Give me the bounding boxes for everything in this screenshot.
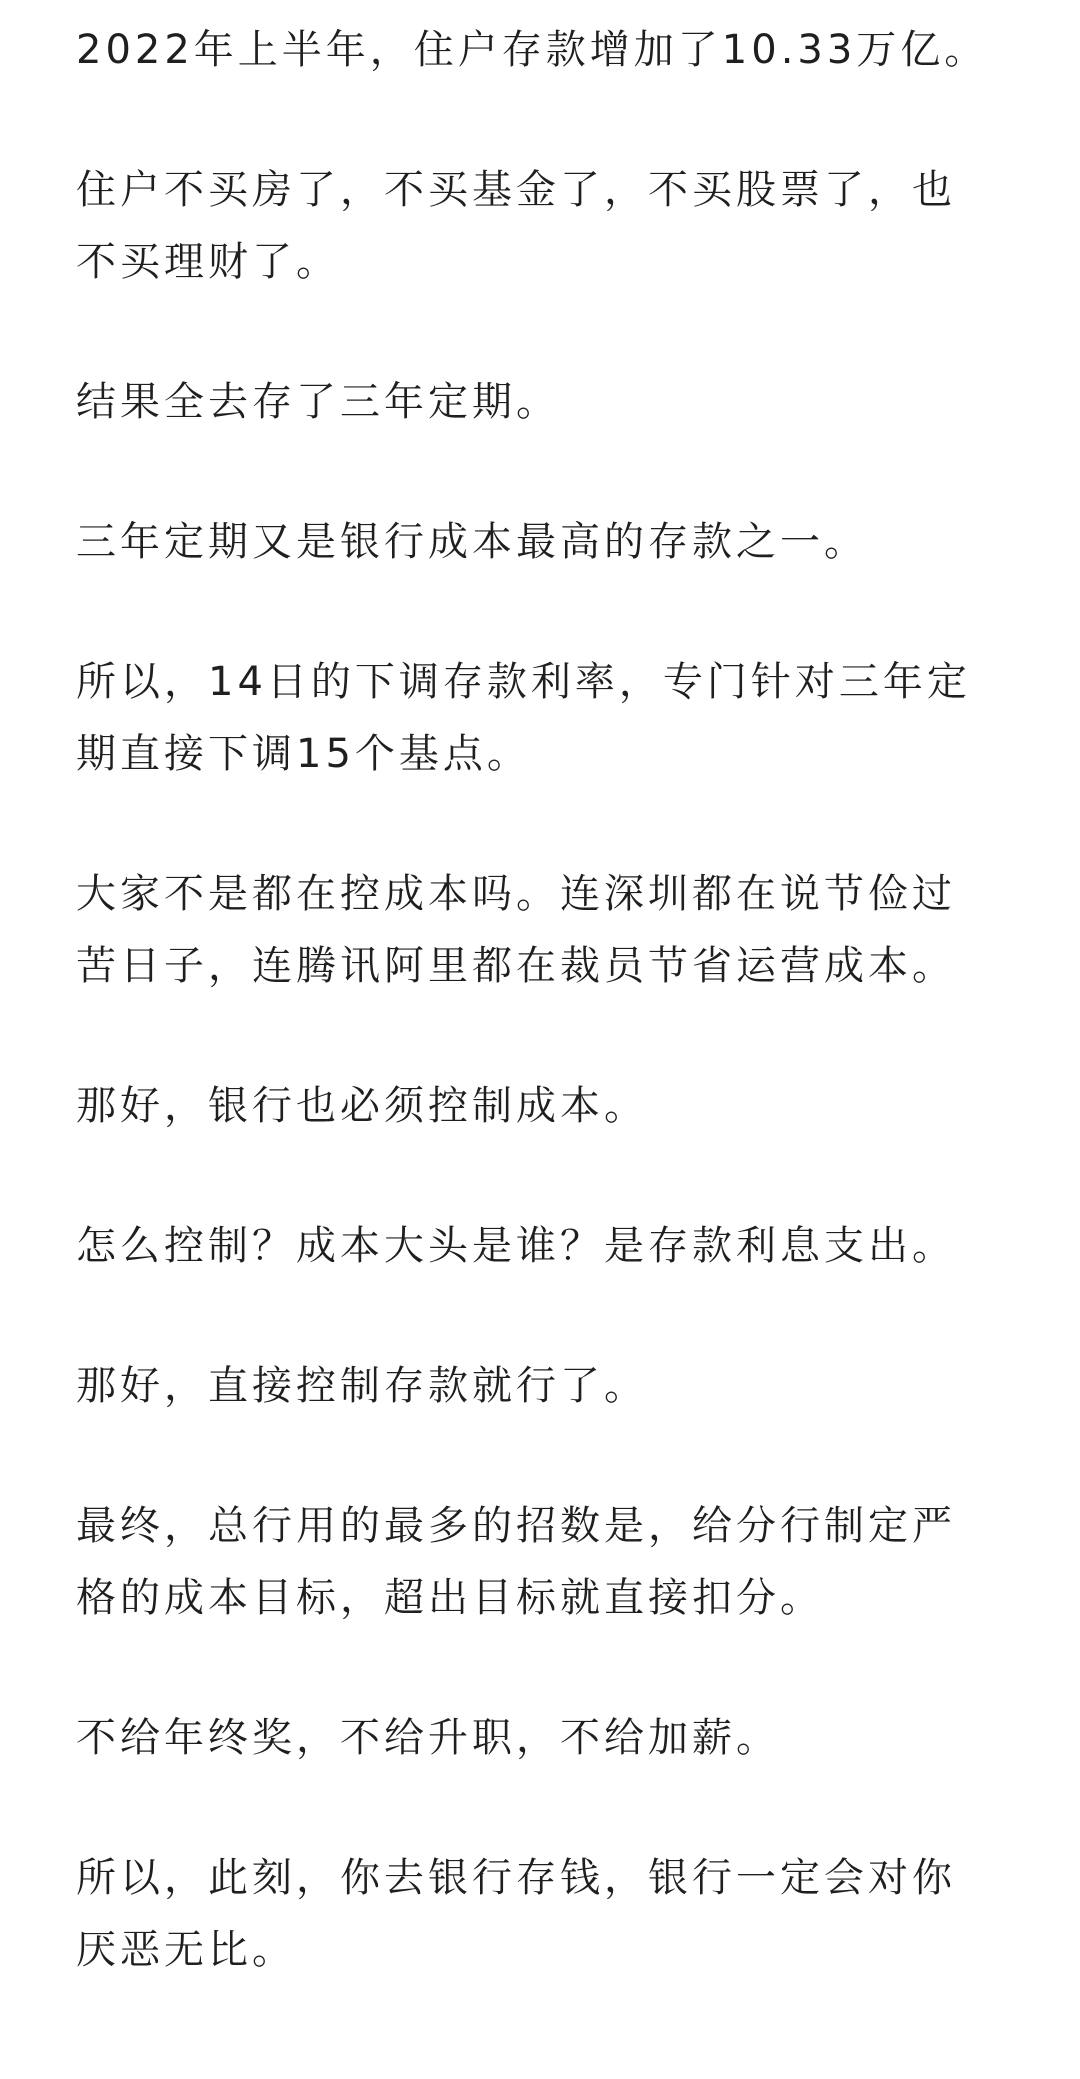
paragraph	[76, 1702, 1006, 1774]
paragraph	[76, 1842, 1006, 1986]
text-line: 那好，银行也必须控制成本。	[76, 1083, 648, 1129]
text-line: 所以，此刻，你去银行存钱，银行一定会对你	[76, 1855, 956, 1901]
text-line: 那好，直接控制存款就行了。	[76, 1363, 648, 1409]
text-line: 不给年终奖，不给升职，不给加薪。	[76, 1715, 780, 1761]
text-line: 不买理财了。	[76, 239, 340, 285]
text-line: 怎么控制？成本大头是谁？是存款利息支出。	[76, 1223, 956, 1269]
text-line: 所以，14日的下调存款利率，专门针对三年定	[76, 659, 971, 705]
text-line: 苦日子，连腾讯阿里都在裁员节省运营成本。	[76, 943, 956, 989]
paragraph	[76, 366, 1006, 438]
text-line: 最终，总行用的最多的招数是，给分行制定严	[76, 1503, 956, 1549]
text-line: 住户不买房了，不买基金了，不买股票了，也	[76, 167, 956, 213]
text-line: 三年定期又是银行成本最高的存款之一。	[76, 519, 868, 565]
text-line: 厌恶无比。	[76, 1927, 296, 1973]
paragraph	[76, 1350, 1006, 1422]
paragraph	[76, 646, 1006, 790]
article-body	[76, 14, 1006, 2054]
paragraph	[76, 506, 1006, 578]
text-line: 2022年上半年，住户存款增加了10.33万亿。	[76, 27, 989, 73]
paragraph	[76, 14, 1006, 86]
text-line: 结果全去存了三年定期。	[76, 379, 560, 425]
paragraph	[76, 1070, 1006, 1142]
paragraph	[76, 1210, 1006, 1282]
text-line: 大家不是都在控成本吗。连深圳都在说节俭过	[76, 871, 956, 917]
text-line: 格的成本目标，超出目标就直接扣分。	[76, 1575, 824, 1621]
paragraph	[76, 154, 1006, 298]
text-line: 期直接下调15个基点。	[76, 731, 531, 777]
paragraph	[76, 1490, 1006, 1634]
paragraph	[76, 858, 1006, 1002]
